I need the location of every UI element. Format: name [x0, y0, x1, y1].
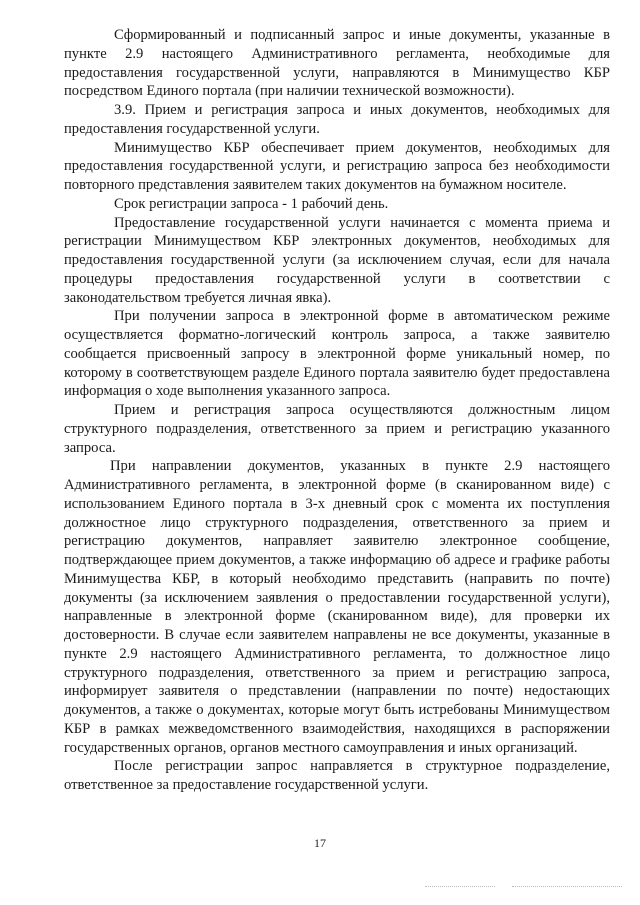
scan-artifact-line — [512, 886, 622, 887]
paragraph-scanned-documents: При направлении документов, указанных в пункте 2.9 настоящего Административного регламента, в электронной форме (в сканированном виде) с использованием Единого портала в 3-х дневный срок с момента их поступления должностное лицо структурного подразделения, ответственного за прием и регистрацию документов, направляет заявителю электронное сообщение, подтверждающее прием документов, а также информацию об адресе и графике работы Минимущества КБР, в который необходимо представить (направить по почте) документы (за исключением заявления о предоставлении государственной услуги), направленные в электронной форме (сканированном виде), для проверки их достоверности. В случае если заявителем направлены не все документы, указанные в пункте 2.9 настоящего Административного регламента, то должностное лицо структурного подразделения, ответственного за прием и регистрацию запроса, информирует заявителя о представлении (направлении по почте) недостающих документов, а также о документах, которые могут быть истребованы Минимуществом КБР в рамках межведомственного взаимодействия, находящихся в распоряжении государственных органов, органов местного самоуправления и иных организаций. — [64, 458, 610, 756]
document-body — [64, 26, 610, 795]
paragraph-section-3-9-heading: 3.9. Прием и регистрация запроса и иных документов, необходимых для предоставления государственной услуги. — [64, 102, 610, 137]
paragraph-ministry-accepts: Минимущество КБР обеспечивает прием документов, необходимых для предоставления государственной услуги, и регистрацию запроса без необходимости повторного представления заявителем таких документов на бумажном носителе. — [64, 139, 610, 193]
paragraph-responsible-official: Прием и регистрация запроса осуществляются должностным лицом структурного подразделения, ответственного за прием и регистрацию указанного запроса. — [64, 402, 610, 456]
scan-artifact-line — [425, 886, 495, 887]
paragraph-service-start: Предоставление государственной услуги начинается с момента приема и регистрации Минимуществом КБР электронных документов, необходимых для предоставления государственной услуги (за исключением случая, если для начала процедуры предоставления государственной услуги в соответствии с законодательством требуется личная явка). — [64, 214, 610, 306]
page-number: 17 — [314, 836, 326, 850]
paragraph-submission: Сформированный и подписанный запрос и иные документы, указанные в пункте 2.9 настоящего Административного регламента, необходимые для предоставления государственной услуги, направляются в Минимущество КБР посредством Единого портала (при наличии технической возможности). — [64, 27, 610, 100]
paragraph-after-registration: После регистрации запрос направляется в структурное подразделение, ответственное за предоставление государственной услуги. — [64, 758, 610, 793]
paragraph-registration-term: Срок регистрации запроса - 1 рабочий день. — [114, 195, 389, 212]
paragraph-electronic-receipt: При получении запроса в электронной форме в автоматическом режиме осуществляется форматно-логический контроль запроса, а также заявителю сообщается присвоенный запросу в электронной форме уникальный номер, по которому в соответствующем разделе Единого портала заявителю будет предоставлена информация о ходе выполнения указанного запроса. — [64, 308, 610, 400]
